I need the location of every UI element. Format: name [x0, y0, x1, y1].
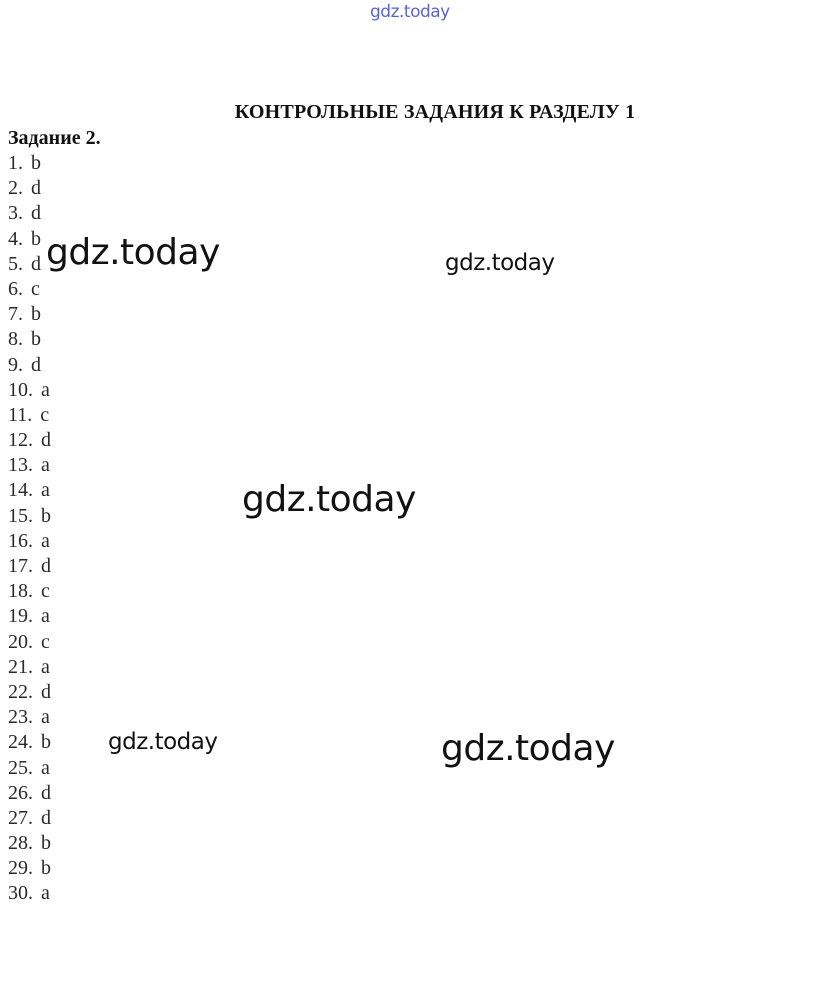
- answer-number: 28.: [8, 832, 33, 855]
- answer-value: b: [41, 857, 51, 880]
- answer-number: 8.: [8, 328, 23, 351]
- answer-item: [8, 151, 51, 176]
- answer-value: a: [41, 882, 50, 905]
- answer-number: 19.: [8, 605, 33, 628]
- answer-number: 15.: [8, 504, 33, 527]
- answer-item: [8, 604, 51, 629]
- answer-number: 9.: [8, 353, 23, 376]
- answer-item: [8, 655, 51, 680]
- answer-number: 6.: [8, 277, 23, 300]
- answer-number: 13.: [8, 454, 33, 477]
- answer-value: c: [31, 277, 40, 300]
- answer-number: 30.: [8, 882, 33, 905]
- answer-item: [8, 277, 51, 302]
- answer-value: a: [41, 756, 50, 779]
- answer-number: 18.: [8, 580, 33, 603]
- answer-value: d: [31, 353, 41, 376]
- answer-number: 29.: [8, 857, 33, 880]
- answer-value: a: [41, 479, 50, 502]
- answer-item: [8, 781, 51, 806]
- answer-number: 14.: [8, 479, 33, 502]
- answer-number: 26.: [8, 781, 33, 804]
- answer-number: 24.: [8, 731, 33, 754]
- answer-value: a: [41, 529, 50, 552]
- answer-list: [8, 151, 51, 907]
- answer-value: d: [41, 806, 51, 829]
- answer-value: d: [31, 202, 41, 225]
- answer-value: a: [41, 378, 50, 401]
- answer-item: [8, 806, 51, 831]
- answer-value: a: [41, 605, 50, 628]
- answer-number: 21.: [8, 655, 33, 678]
- answer-number: 23.: [8, 706, 33, 729]
- answer-item: [8, 504, 51, 529]
- watermark-text: gdz.today: [441, 728, 615, 769]
- answer-item: [8, 176, 51, 201]
- answer-item: [8, 327, 51, 352]
- answer-number: 2.: [8, 177, 23, 200]
- answer-item: [8, 856, 51, 881]
- answer-item: [8, 881, 51, 906]
- answer-item: [8, 227, 51, 252]
- answer-value: b: [41, 832, 51, 855]
- answer-value: d: [41, 555, 51, 577]
- answer-number: 7.: [8, 303, 23, 326]
- answer-value: b: [31, 303, 41, 326]
- page-title: КОНТРОЛЬНЫЕ ЗАДАНИЯ К РАЗДЕЛУ 1: [234, 101, 636, 123]
- answer-item: [8, 428, 51, 453]
- watermark-text: gdz.today: [242, 479, 416, 520]
- answer-item: [8, 453, 51, 478]
- answer-value: b: [31, 152, 41, 174]
- answer-item: [8, 201, 51, 226]
- answer-number: 10.: [8, 378, 33, 401]
- answer-value: d: [41, 781, 51, 804]
- answer-item: [8, 353, 51, 378]
- answer-value: d: [41, 680, 51, 703]
- answer-number: 11.: [8, 403, 33, 426]
- answer-item: [8, 630, 51, 655]
- answer-number: 5.: [8, 252, 23, 275]
- task-label: Задание 2.: [8, 127, 101, 149]
- answer-value: c: [41, 630, 50, 653]
- answer-item: [8, 756, 51, 781]
- answer-value: b: [31, 328, 41, 351]
- watermark-text: gdz.today: [445, 250, 555, 276]
- answer-number: 12.: [8, 429, 33, 452]
- answer-item: [8, 705, 51, 730]
- answer-number: 17.: [8, 555, 33, 577]
- answer-value: d: [41, 429, 51, 452]
- watermark-text: gdz.today: [46, 232, 220, 273]
- answer-number: 25.: [8, 756, 33, 779]
- answer-number: 3.: [8, 202, 23, 225]
- answer-item: [8, 730, 51, 755]
- answer-value: c: [40, 403, 50, 426]
- answer-number: 4.: [8, 227, 23, 250]
- answer-number: 27.: [8, 806, 33, 829]
- answer-item: [8, 554, 51, 579]
- answer-item: [8, 579, 51, 604]
- answer-value: a: [41, 655, 50, 678]
- answer-value: b: [31, 227, 41, 250]
- answer-value: a: [41, 454, 50, 477]
- answer-item: [8, 252, 51, 277]
- answer-value: d: [31, 252, 41, 275]
- answer-value: a: [41, 706, 50, 729]
- answer-number: 16.: [8, 529, 33, 552]
- answer-number: 20.: [8, 630, 33, 653]
- answer-value: b: [41, 731, 51, 754]
- watermark-text: gdz.today: [108, 729, 218, 755]
- answer-number: 1.: [8, 152, 23, 174]
- answer-item: [8, 831, 51, 856]
- site-watermark-link[interactable]: gdz.today: [370, 2, 450, 22]
- answer-value: c: [41, 580, 50, 603]
- answer-number: 22.: [8, 680, 33, 703]
- answer-item: [8, 403, 51, 428]
- answer-item: [8, 378, 51, 403]
- answer-item: [8, 478, 51, 503]
- answer-value: b: [41, 504, 51, 527]
- answer-value: d: [31, 177, 41, 200]
- answer-item: [8, 680, 51, 705]
- answer-item: [8, 529, 51, 554]
- answer-item: [8, 302, 51, 327]
